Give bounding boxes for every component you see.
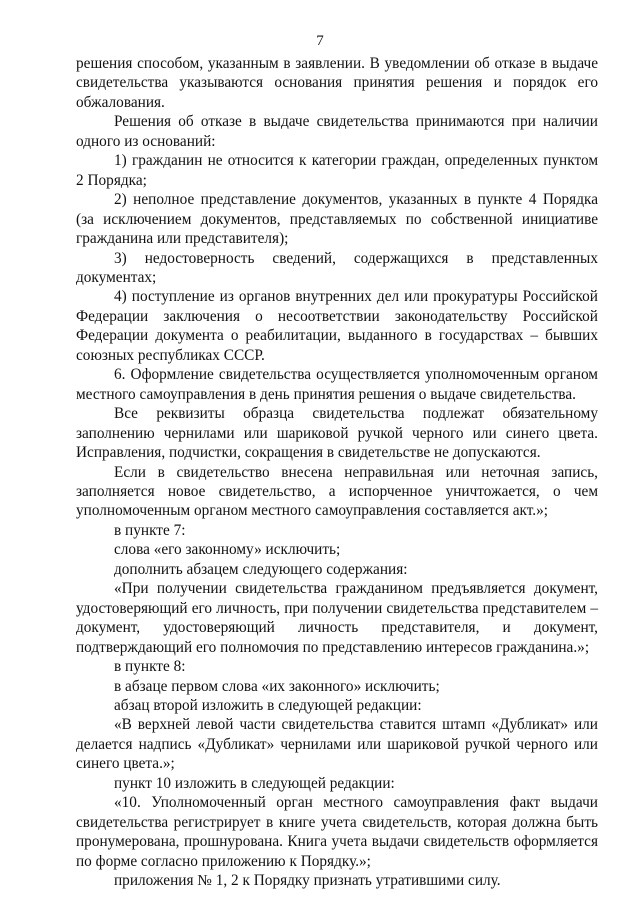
paragraph-point-7-words: слова «его законному» исключить; [114,541,341,559]
page-number: 7 [316,33,324,49]
paragraph-point-7-add: дополнить абзацем следующего содержания: [114,560,408,578]
paragraph-continuation: решения способом, указанным в заявлении. В уведомлении об отказе в выдаче свидетельства указываются основания принятия решения и порядок его обжалования. [76,55,598,111]
paragraph-incorrect-entry: Если в свидетельство внесена неправильная или неточная запись, заполняется новое свидетельство, а испорченное уничтожается, о чем уполномоченным органом местного самоуправления составляется акт.»; [76,463,598,520]
paragraph-refusal-grounds-intro: Решения об отказе в выдаче свидетельства принимаются при наличии одного из оснований: [76,113,598,150]
paragraph-ground-2: 2) неполное представление документов, указанных в пункте 4 Порядка (за исключением документов, представляемых по собственной инициативе гражданина или представителя); [76,191,598,248]
paragraph-appendices: приложения № 1, 2 к Порядку признать утратившими силу. [114,872,501,890]
paragraph-point-8-first: в абзаце первом слова «их законного» исключить; [114,677,440,695]
document-body [76,54,598,890]
paragraph-item-6: 6. Оформление свидетельства осуществляется уполномоченным органом местного самоуправления в день принятия решения о выдаче свидетельства. [76,366,598,403]
paragraph-point-7-header: в пункте 7: [114,521,186,539]
paragraph-point-8-header: в пункте 8: [114,658,186,676]
paragraph-point-10-quote: «10. Уполномоченный орган местного самоуправления факт выдачи свидетельства регистрирует в книге учета свидетельств, которая должна быть пронумерована, прошнурована. Книга учета выдачи свидетельств оформляется по форме согласно приложению к Порядку.»; [76,794,598,870]
paragraph-point-7-quote: «При получении свидетельства гражданином предъявляется документ, удостоверяющий его личность, при получении свидетельства представителем – документ, удостоверяющий личность представителя, и документ, подтверждающий его полномочия по представлению интересов гражданина.»; [76,580,598,656]
paragraph-ground-4: 4) поступление из органов внутренних дел или прокуратуры Российской Федерации заключения о несоответствии законодательству Российской Федерации документа о реабилитации, выданного в государствах – бывших союзных республиках СССР. [76,288,598,364]
paragraph-point-10-header: пункт 10 изложить в следующей редакции: [114,774,395,792]
paragraph-point-8-quote: «В верхней левой части свидетельства ставится штамп «Дубликат» или делается надпись «Дубликат» чернилами или шариковой ручкой черного или синего цвета.»; [76,716,598,773]
paragraph-ground-1: 1) гражданин не относится к категории граждан, определенных пунктом 2 Порядка; [76,152,598,189]
paragraph-ground-3: 3) недостоверность сведений, содержащихся в представленных документах; [76,249,598,286]
paragraph-point-8-second: абзац второй изложить в следующей редакции: [114,696,422,714]
paragraph-requisites: Все реквизиты образца свидетельства подлежат обязательному заполнению чернилами или шариковой ручкой черного или синего цвета. Исправления, подчистки, сокращения в свидетельстве не допускаются. [76,405,598,462]
